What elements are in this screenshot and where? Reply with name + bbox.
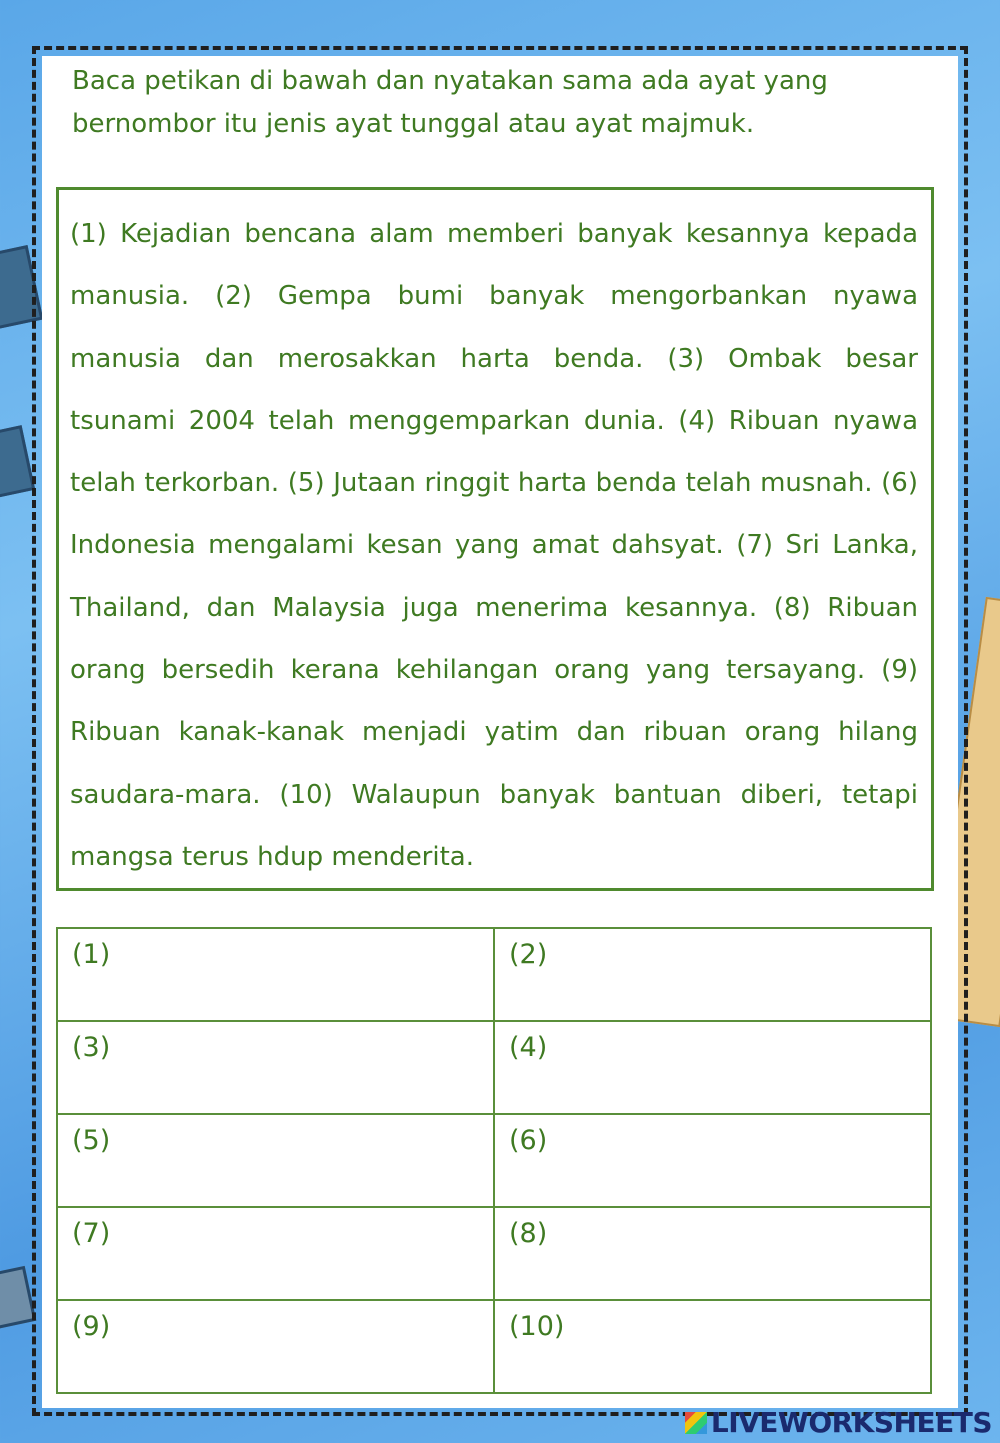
table-row <box>57 1114 931 1207</box>
answer-cell-1[interactable]: (1) <box>57 928 494 1021</box>
background-tile-decoration <box>0 1266 36 1330</box>
answer-cell-4[interactable]: (4) <box>494 1021 931 1114</box>
answer-cell-7[interactable]: (7) <box>57 1207 494 1300</box>
answer-table <box>56 927 932 1394</box>
brand-name: LIVEWORKSHEETS <box>710 1406 992 1439</box>
answer-cell-8[interactable]: (8) <box>494 1207 931 1300</box>
answer-cell-3[interactable]: (3) <box>57 1021 494 1114</box>
background-tile-decoration <box>0 425 35 501</box>
answer-cell-5[interactable]: (5) <box>57 1114 494 1207</box>
liveworksheets-logo-icon <box>685 1412 707 1434</box>
instruction-text: Baca petikan di bawah dan nyatakan sama ada ayat yang bernombor itu jenis ayat tunggal atau ayat majmuk. <box>72 66 828 139</box>
answer-cell-9[interactable]: (9) <box>57 1300 494 1393</box>
table-row <box>57 1207 931 1300</box>
answer-cell-2[interactable]: (2) <box>494 928 931 1021</box>
answer-cell-10[interactable]: (10) <box>494 1300 931 1393</box>
table-row <box>57 1021 931 1114</box>
table-row <box>57 928 931 1021</box>
table-row <box>57 1300 931 1393</box>
passage-text: (1) Kejadian bencana alam memberi banyak kesannya kepada manusia. (2) Gempa bumi banyak mengorbankan nyawa manusia dan merosakkan harta benda. (3) Ombak besar tsunami 2004 telah menggemparkan dunia. (4) Ribuan nyawa telah terkorban. (5) Jutaan ringgit harta benda telah musnah. (6) Indonesia mengalami kesan yang amat dahsyat. (7) Sri Lanka, Thailand, dan Malaysia juga menerima kesannya. (8) Ribuan orang bersedih kerana kehilangan orang yang tersayang. (9) Ribuan kanak-kanak menjadi yatim dan ribuan orang hilang saudara-mara. (10) Walaupun banyak bantuan diberi, tetapi mangsa terus hdup menderita. <box>70 219 918 872</box>
answer-cell-6[interactable]: (6) <box>494 1114 931 1207</box>
liveworksheets-brand[interactable] <box>685 1406 992 1439</box>
